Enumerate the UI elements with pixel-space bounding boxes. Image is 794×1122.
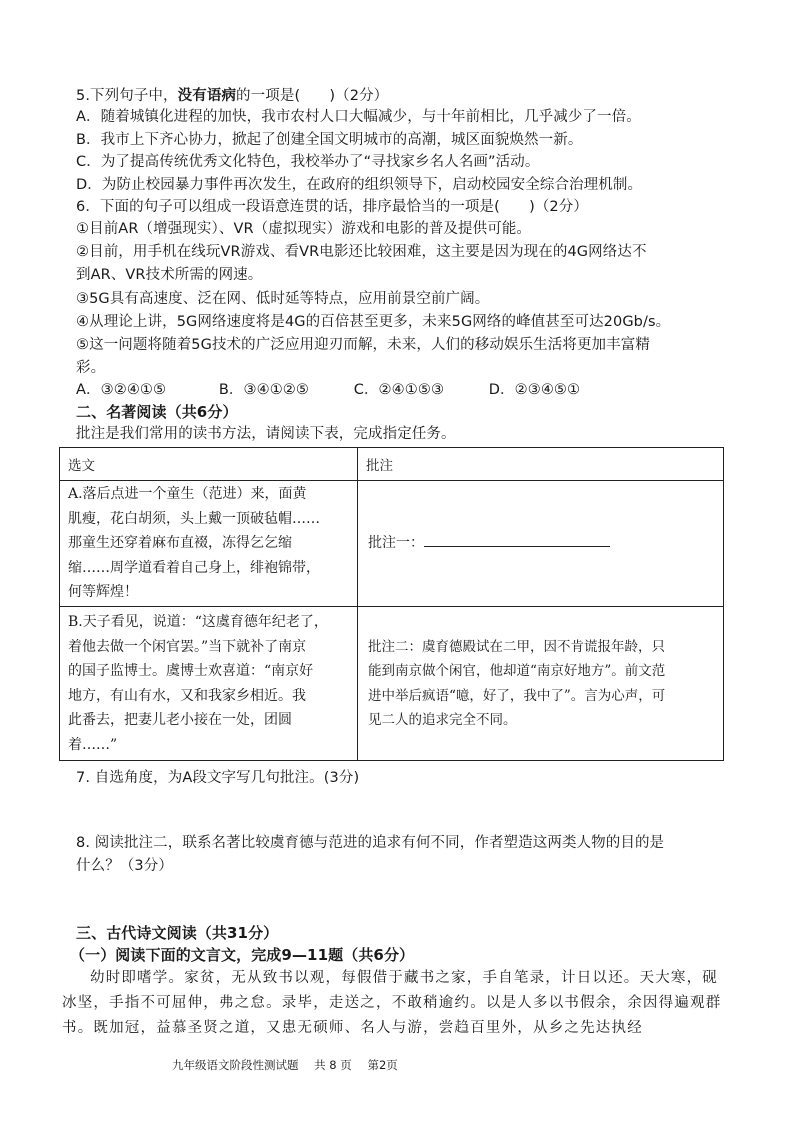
q6-choices xyxy=(76,380,580,400)
footer-title: 九年级语文阶段性测试题 xyxy=(172,1058,299,1072)
section3-sub: （一）阅读下面的文言文，完成9—11题（共6分） xyxy=(70,946,415,964)
page-footer xyxy=(172,1057,410,1073)
q6-stem: 6．下面的句子可以组成一段语意连贯的话，排序最恰当的一项是( )（2分） xyxy=(76,199,588,215)
q5-stem: 5.下列句子中，没有语病的一项是( )（2分） xyxy=(76,88,389,104)
q6-line-2: ②目前，用手机在线玩VR游戏、看VR电影还比较困难，这主要是因为现在的4G网络达不 xyxy=(76,244,647,260)
annotation-a-label: 批注一： xyxy=(368,535,424,552)
q5-option-d: D．为防止校园暴力事件再次发生，在政府的组织领导下，启动校园安全综合治理机制。 xyxy=(76,177,643,193)
excerpt-b: B.天子看见，说道：“这虞育德年纪老了， 着他去做一个闲官罢。”当下就补了南京 的国子监博士。虞博士欢喜道：“南京好 地方，有山有水，又和我家乡相近。我 此番去，把妻儿老小接在一处，团圆 着……” xyxy=(60,607,358,761)
section2-intro: 批注是我们常用的读书方法，请阅读下表，完成指定任务。 xyxy=(76,426,456,442)
annotation-a xyxy=(358,481,724,607)
table-row-a xyxy=(60,481,724,607)
q6-line-1: ①目前AR（增强现实）、VR（虚拟现实）游戏和电影的普及提供可能。 xyxy=(76,221,532,237)
section3-title: 三、古代诗文阅读（共31分） xyxy=(76,924,279,942)
q6-line-5-cont: 彩。 xyxy=(76,360,106,376)
annotation-a-blank[interactable] xyxy=(424,532,610,547)
q6-line-5: ⑤这一问题将随着5G技术的广泛应用迎刃而解，未来，人们的移动娱乐生活将更加丰富精 xyxy=(76,337,650,353)
q5-emphasis: 没有语病 xyxy=(177,88,237,104)
q8-stem-cont: 什么？（3分） xyxy=(76,858,173,874)
q6-choice-b: B．③④①②⑤ xyxy=(218,382,309,398)
annotation-b: 批注二：虞育德殿试在二甲，因不肯谎报年龄，只 能到南京做个闲官，他却道“南京好地方”。前文范 进中举后疯语“噫，好了，我中了”。言为心声，可 见二人的追求完全不同。 xyxy=(358,607,724,761)
footer-page: 第2页 xyxy=(367,1058,398,1072)
classical-passage: 幼时即嗜学。家贫，无从致书以观，每假借于藏书之家，手自笔录，计日以还。天大寒，砚冰坚，手指不可屈伸，弗之怠。录毕，走送之，不敢稍逾约。以是人多以书假余，余因得遍观群书。既加冠，益慕圣贤之道，又患无硕师、名人与游，尝趋百里外，从乡之先达执经 xyxy=(62,970,722,1036)
q6-line-2-cont: 到AR、VR技术所需的网速。 xyxy=(76,267,263,283)
q6-line-3: ③5G具有高速度、泛在网、低时延等特点，应用前景空前广阔。 xyxy=(76,291,490,307)
q6-choice-a: A．③②④①⑤ xyxy=(76,382,167,398)
excerpt-a: A.落后点进一个童生（范进）来，面黄 肌瘦，花白胡须，头上戴一顶破毡帽…… 那童生还穿着麻布直裰，冻得乞乞缩 缩……周学道看着自己身上，绯袍锦带， 何等辉煌！ xyxy=(60,481,358,607)
reading-table xyxy=(59,447,724,761)
q7-stem: 7. 自选角度，为A段文字写几句批注。(3分) xyxy=(76,770,360,786)
q5-option-c: C．为了提高传统优秀文化特色，我校举办了“寻找家乡名人名画”活动。 xyxy=(76,154,540,170)
table-row-b xyxy=(60,607,724,761)
header-excerpt: 选文 xyxy=(60,448,358,481)
section2-title: 二、名著阅读（共6分） xyxy=(76,403,238,421)
footer-total: 共 8 页 xyxy=(314,1058,352,1072)
q5-option-a: A．随着城镇化进程的加快，我市农村人口大幅减少，与十年前相比，几乎减少了一倍。 xyxy=(76,109,641,125)
q6-choice-d: D．②③④⑤① xyxy=(488,382,581,398)
header-annotation: 批注 xyxy=(358,448,724,481)
table-header-row xyxy=(60,448,724,481)
q6-choice-c: C．②④①⑤③ xyxy=(353,382,445,398)
q5-option-b: B．我市上下齐心协力，掀起了创建全国文明城市的高潮，城区面貌焕然一新。 xyxy=(76,132,583,148)
q8-stem: 8. 阅读批注二，联系名著比较虞育德与范进的追求有何不同，作者塑造这两类人物的目的是 xyxy=(76,835,665,851)
q6-line-4: ④从理论上讲，5G网络速度将是4G的百倍甚至更多，未来5G网络的峰值甚至可达20Gb/s。 xyxy=(76,314,671,330)
